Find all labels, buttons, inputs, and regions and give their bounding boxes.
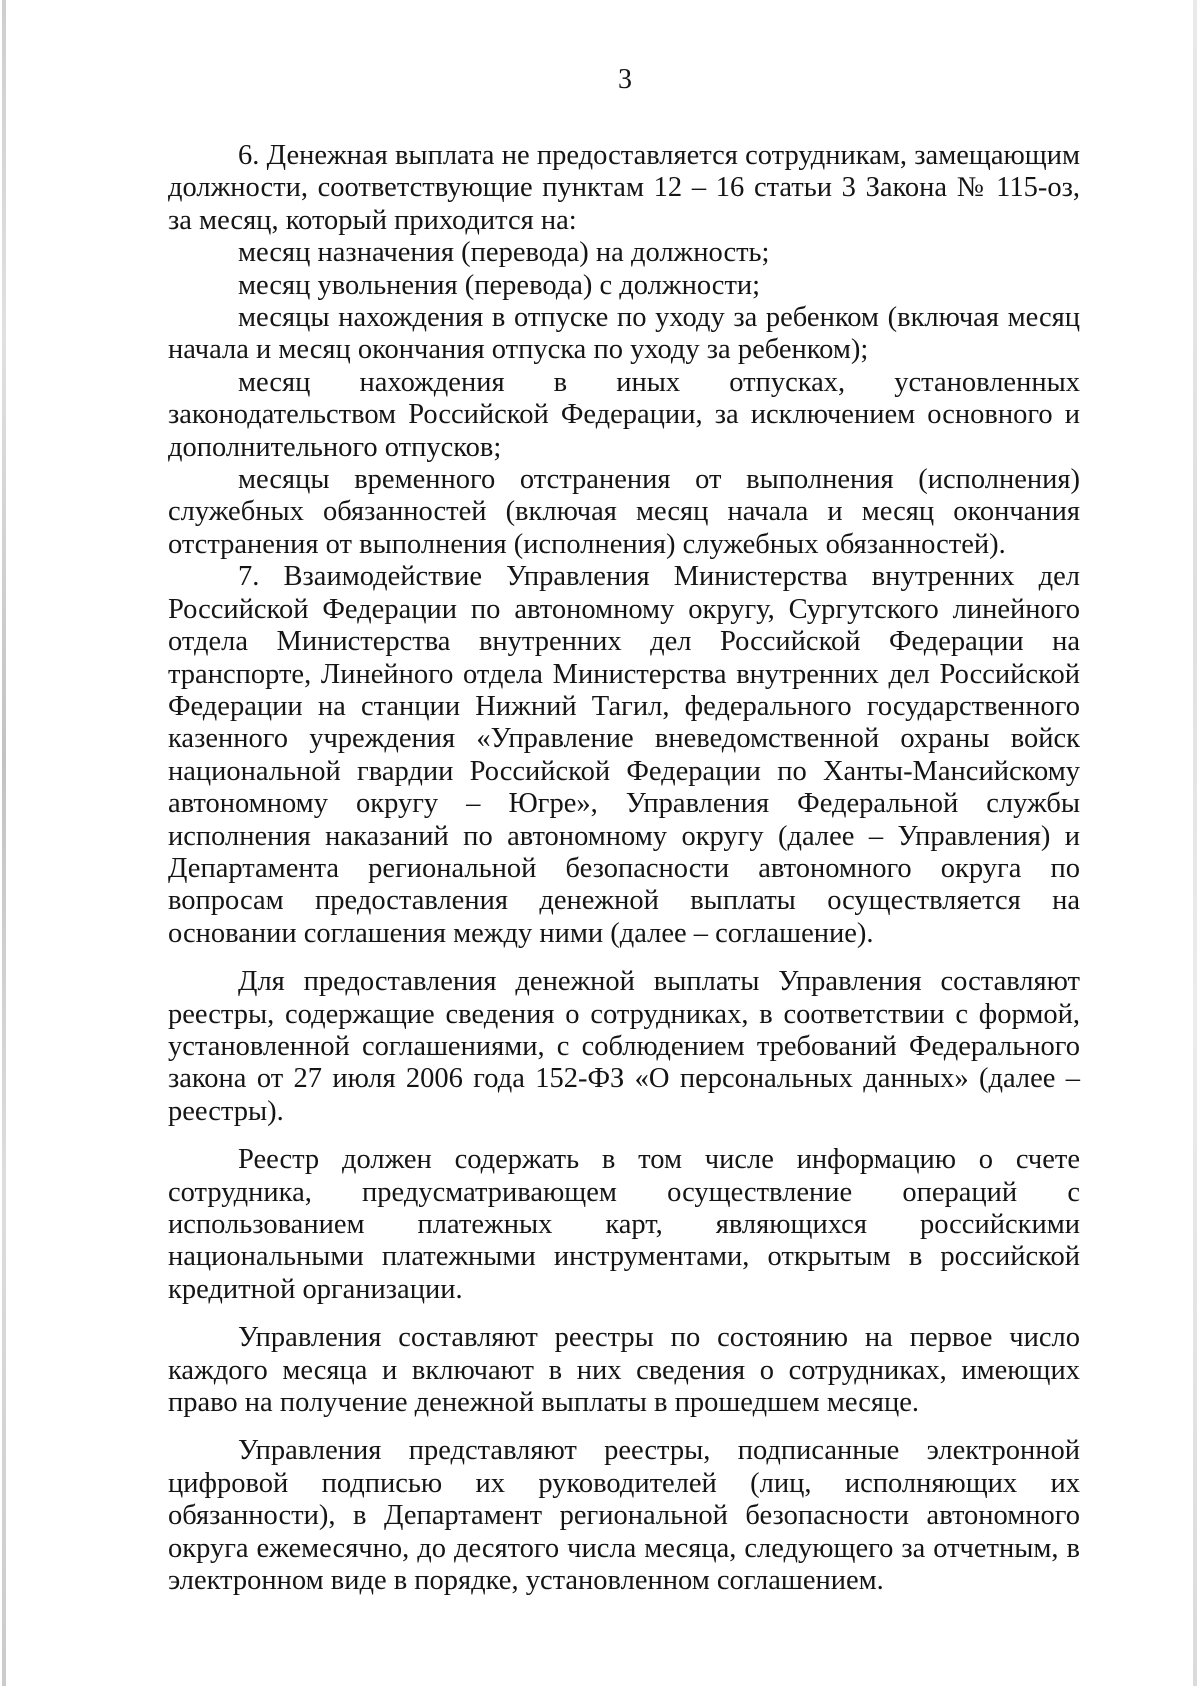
paragraph-register-submission: Управления представляют реестры, подписанные электронной цифровой подписью их руководителей (лиц, исполняющих их обязанности), в Департамент региональной безопасности автономного округа ежемесячно, до десятого числа месяца, следующего за отчетным, в электронном виде в порядке, установленном соглашением.: [168, 1435, 1080, 1597]
list-item-appointment-month: месяц назначения (перевода) на должность;: [238, 237, 770, 269]
list-item-suspension: месяцы временного отстранения от выполнения (исполнения) служебных обязанностей (включая месяц начала и месяц окончания отстранения от выполнения (исполнения) служебных обязанностей).: [168, 464, 1080, 560]
paragraph-register-compilation: Управления составляют реестры по состоянию на первое число каждого месяца и включают в них сведения о сотрудниках, имеющих право на получение денежной выплаты в прошедшем месяце.: [168, 1322, 1080, 1419]
paragraph-item-6: 6. Денежная выплата не предоставляется сотрудникам, замещающим должности, соответствующие пунктам 12 – 16 статьи 3 Закона № 115-оз, за месяц, который приходится на:: [168, 140, 1080, 236]
paragraph-register-account: Реестр должен содержать в том числе информацию о счете сотрудника, предусматривающем осуществление операций с использованием платежных карт, являющихся российскими национальными платежными инструментами, открытым в российской кредитной организации.: [168, 1144, 1080, 1305]
page-number: 3: [618, 64, 632, 95]
scan-left-edge: [2, 0, 6, 1686]
list-item-dismissal-month: месяц увольнения (перевода) с должности;: [238, 269, 761, 301]
list-item-other-leave: месяц нахождения в иных отпусках, установленных законодательством Российской Федерации, за исключением основного и дополнительного отпусков;: [168, 366, 1080, 463]
document-body: [168, 140, 1080, 1597]
scan-right-edge: [1193, 0, 1197, 1686]
paragraph-item-7: 7. Взаимодействие Управления Министерства внутренних дел Российской Федерации по автономному округу, Сургутского линейного отдела Министерства внутренних дел Российской Федерации на транспорте, Линейного отдела Министерства внутренних дел Российской Федерации на станции Нижний Тагил, федерального государственного казенного учреждения «Управление вневедомственной охраны войск национальной гвардии Российской Федерации по Ханты-Мансийскому автономному округу – Югре», Управления Федеральной службы исполнения наказаний по автономному округу (далее – Управления) и Департамента региональной безопасности автономного округа по вопросам предоставления денежной выплаты осуществляется на основании соглашения между ними (далее – соглашение).: [168, 561, 1080, 949]
paragraph-registers: Для предоставления денежной выплаты Управления составляют реестры, содержащие сведения о сотрудниках, в соответствии с формой, установленной соглашениями, с соблюдением требований Федерального закона от 27 июля 2006 года 152-ФЗ «О персональных данных» (далее – реестры).: [168, 966, 1080, 1127]
list-item-childcare-leave: месяцы нахождения в отпуске по уходу за ребенком (включая месяц начала и месяц окончания отпуска по уходу за ребенком);: [168, 302, 1080, 366]
